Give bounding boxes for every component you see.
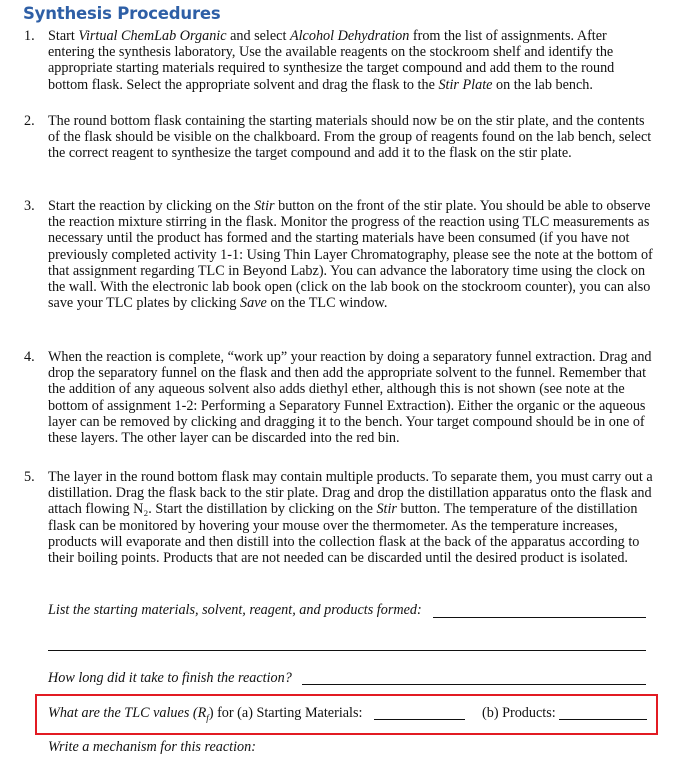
answer-line[interactable] [48,650,646,651]
step-5 [24,469,654,566]
answer-line[interactable] [302,684,646,685]
step-3 [24,198,654,311]
answer-line-products[interactable] [559,719,647,720]
question-mechanism: Write a mechanism for this reaction: [48,739,256,755]
step-text: The round bottom flask containing the starting materials should now be on the stir plate, and the contents of the flask should be visible on the chalkboard. From the group of reagents found on the lab bench, select the correct reagent to synthesize the target compound and add it to the flask on the stir plate. [48,113,652,162]
step-number: 1. [24,28,35,44]
question-starting-materials: List the starting materials, solvent, reagent, and products formed: [48,602,422,618]
step-1 [24,28,654,93]
step-4 [24,349,654,446]
answer-line[interactable] [433,617,646,618]
answer-line-starting-materials[interactable] [374,719,465,720]
step-number: 2. [24,113,35,129]
page-title: Synthesis Procedures [23,4,221,23]
step-number: 4. [24,349,35,365]
step-text: Start Virtual ChemLab Organic and select Alcohol Dehydration from the list of assignments. After entering the synthesis laboratory, Use the available reagents on the stockroom shelf and identify the appropriate starting materials required to synthesize the target compound and add them to the round bottom flask. Select the appropriate solvent and drag the flask to the Stir Plate on the lab bench. [48,28,615,93]
question-tlc-values: What are the TLC values $(R_f)$ for (a) Starting Materials: [48,705,363,723]
tlc-products-label: (b) Products: [482,705,556,721]
step-number: 5. [24,469,35,485]
question-reaction-time: How long did it take to finish the reaction? [48,670,292,686]
step-number: 3. [24,198,35,214]
step-text: Start the reaction by clicking on the Stir button on the front of the stir plate. You should be able to observe the reaction mixture stirring in the flask. Monitor the progress of the reaction using TLC measurements as necessary until the product has formed and the starting materials have been consumed (if you have not previously completed activity 1-1: Using Thin Layer Chromatography, please see the note at the bottom of that assignment regarding TLC in Beyond Labz). You can advance the laboratory time using the clock on the wall. With the electronic lab book open (click on the lab book on the stockroom counter), you can also save your TLC plates by clicking Save on the TLC window. [48,198,653,312]
step-text: When the reaction is complete, “work up” your reaction by doing a separatory funnel extraction. Drag and drop the separatory funnel on the flask and then add the appropriate solvent to the funnel. Remember that the addition of any aqueous solvent also adds diethyl ether, although this is not shown (see note at the bottom of assignment 1-2: Performing a Separatory Funnel Extraction). Either the organic or the aqueous layer can be removed by clicking and dragging it to the bench. Your target compound should be in one of these layers. The other layer can be discarded into the red bin. [48,349,652,447]
step-text: The layer in the round bottom flask may contain multiple products. To separate them, you must carry out a distillation. Drag the flask back to the stir plate. Drag and drop the distillation apparatus onto the flask and attach flowing N₂. Start the distillation by clicking on the Stir button. The temperature of the distillation flask can be monitored by hovering your mouse over the thermometer. As the temperature increases, products will evaporate and then distill into the collection flask at the back of the apparatus according to their boiling points. Products that are not needed can be discarded until the desired product is isolated. [48,469,653,567]
step-2 [24,113,654,162]
